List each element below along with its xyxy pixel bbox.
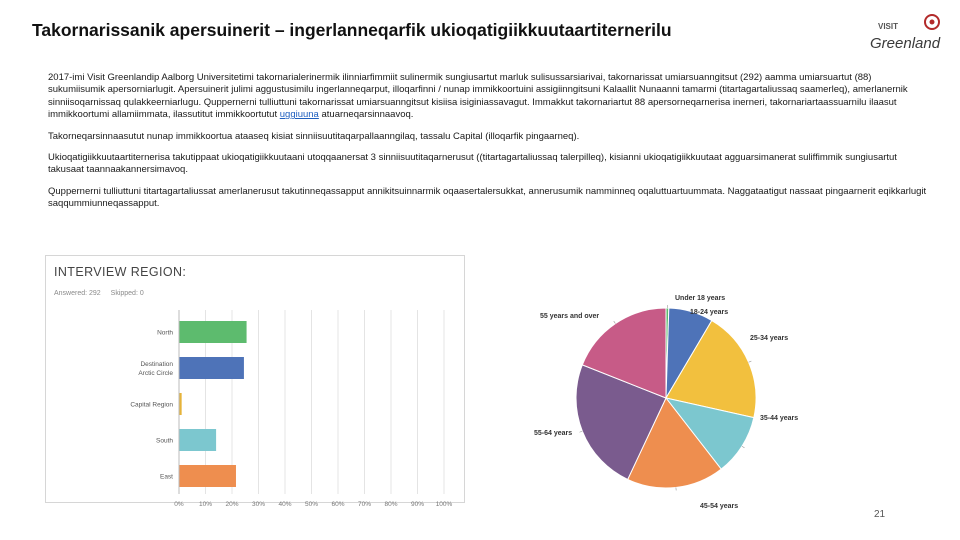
- bar-category-label: Destination Arctic Circle: [138, 361, 173, 377]
- page-number: 21: [874, 509, 886, 520]
- bar-destination-arctic-circle: [179, 357, 244, 379]
- bar-x-tick-label: 60%: [331, 501, 345, 508]
- bar-x-tick-label: 90%: [410, 501, 425, 508]
- pie-label: 45-54 years: [700, 503, 739, 510]
- bar-category-label: North: [157, 329, 173, 337]
- slide-title: Takornarissanik apersuinerit – ingerlanneqarfik ukioqatigiikkuutaartiternerilu: [32, 20, 672, 40]
- pie-label: 35-44 years: [760, 415, 799, 422]
- bar-category-label: Capital Region: [130, 401, 173, 409]
- greenland-logo-icon: [866, 12, 952, 56]
- visit-greenland-logo: [866, 12, 952, 56]
- bar-x-tick-label: 30%: [251, 501, 266, 508]
- bar-x-tick-label: 20%: [225, 501, 239, 508]
- bar-x-tick-label: 0%: [174, 501, 184, 508]
- pie-leader-line: [749, 361, 752, 362]
- pie-leader-line: [614, 321, 616, 323]
- pie-label: 18-24 years: [690, 309, 729, 316]
- appendix-link[interactable]: uggiuuna: [279, 109, 319, 121]
- bar-x-tick-label: 10%: [198, 501, 213, 508]
- svg-text:Greenland: Greenland: [870, 35, 941, 52]
- skipped-count: Skipped: 0: [110, 290, 144, 297]
- bar-x-tick-label: 50%: [304, 501, 319, 508]
- interview-region-panel: [45, 255, 465, 508]
- svg-text:VISIT: VISIT: [878, 22, 899, 31]
- pie-label: 55 years and over: [540, 313, 600, 320]
- bar-x-tick-label: 80%: [384, 501, 398, 508]
- paragraph-age-groups: Ukioqatigiikkuutaartiternerisa takutippaat ukioqatigiikkuutaani utoqqaanersat 3 sinniisuutitaqarnerusut ((titartagartaliussaq talerpilleq), kisianni ukioqatigiikkuutaat agguarsimanerat suliffimmik sungiusartut takusaat taannaakannersimavoq.: [48, 152, 897, 176]
- bar-north: [179, 321, 247, 343]
- pie-label: 25-34 years: [750, 335, 789, 342]
- bar-category-label: East: [159, 473, 173, 481]
- bar-x-tick-label: 100%: [435, 501, 453, 508]
- pie-label: Under 18 years: [675, 295, 726, 302]
- bar-x-tick-label: 70%: [357, 501, 372, 508]
- body-text: [48, 72, 928, 220]
- region-bar-chart: [46, 256, 464, 508]
- bar-south: [179, 429, 216, 451]
- paragraph-intro: 2017-imi Visit Greenlandip Aalborg Universitetimi takornarialerinermik ilinniarfimmiit sulinermik sungiusartut marluk sulisussarsiarivai, takornarissat umiarsuanngitsut (292) aamma umiarsuartut (88) sukumiisumik apersorniarlugit. Apersuinerit julimi aggustusimilu ingerlanneqarput, illoqarfinni / nunap immikkoortuini assigiinngitsuni Kalaallit Nunaanni tamarmi (titartagartaliussaq saamerleq), amerlanernik sinniisoqarnissaq qulakkeerniarlugu. Quppernerni tulliuttuni takornarissat umiarsuanngitsut kisiisa isiginiassavagut. Immakkut takornariartut 88 apersorneqarnerisa inerneri, takornariartaassuarnilu ilaasut immikkoortumi allamiimmata, ilassutitut immikkoortutut uggiuuna atuarneqarsinnaavoq.: [48, 72, 908, 121]
- paragraph-next-pages: Quppernerni tulliuttuni titartagartaliussat amerlanerusut takutinneqassapput annikitsuinnarmik oqaasertalersukkat, annerusumik namminneq oqaluttuartuummata. Naggataatigut nassaat pingaarnerit eqikkarlugit saqqummiunneqassapput.: [48, 185, 927, 210]
- pie-label: 55-64 years: [534, 430, 573, 437]
- bar-category-label: South: [156, 437, 173, 445]
- bar-east: [179, 465, 236, 487]
- pie-leader-line: [580, 431, 583, 432]
- age-pie-chart: [520, 280, 820, 520]
- bar-x-tick-label: 40%: [278, 501, 292, 508]
- paragraph-regions: Takorneqarsinnaasutut nunap immikkoortua ataaseq kisiat sinniisuutitaqarpallaanngilaq, tassalu Capital (illoqarfik pingaarneq).: [48, 130, 580, 142]
- answered-count: Answered: 292: [54, 290, 101, 297]
- panel-title: INTERVIEW REGION:: [54, 265, 187, 279]
- pie-leader-line: [742, 446, 745, 448]
